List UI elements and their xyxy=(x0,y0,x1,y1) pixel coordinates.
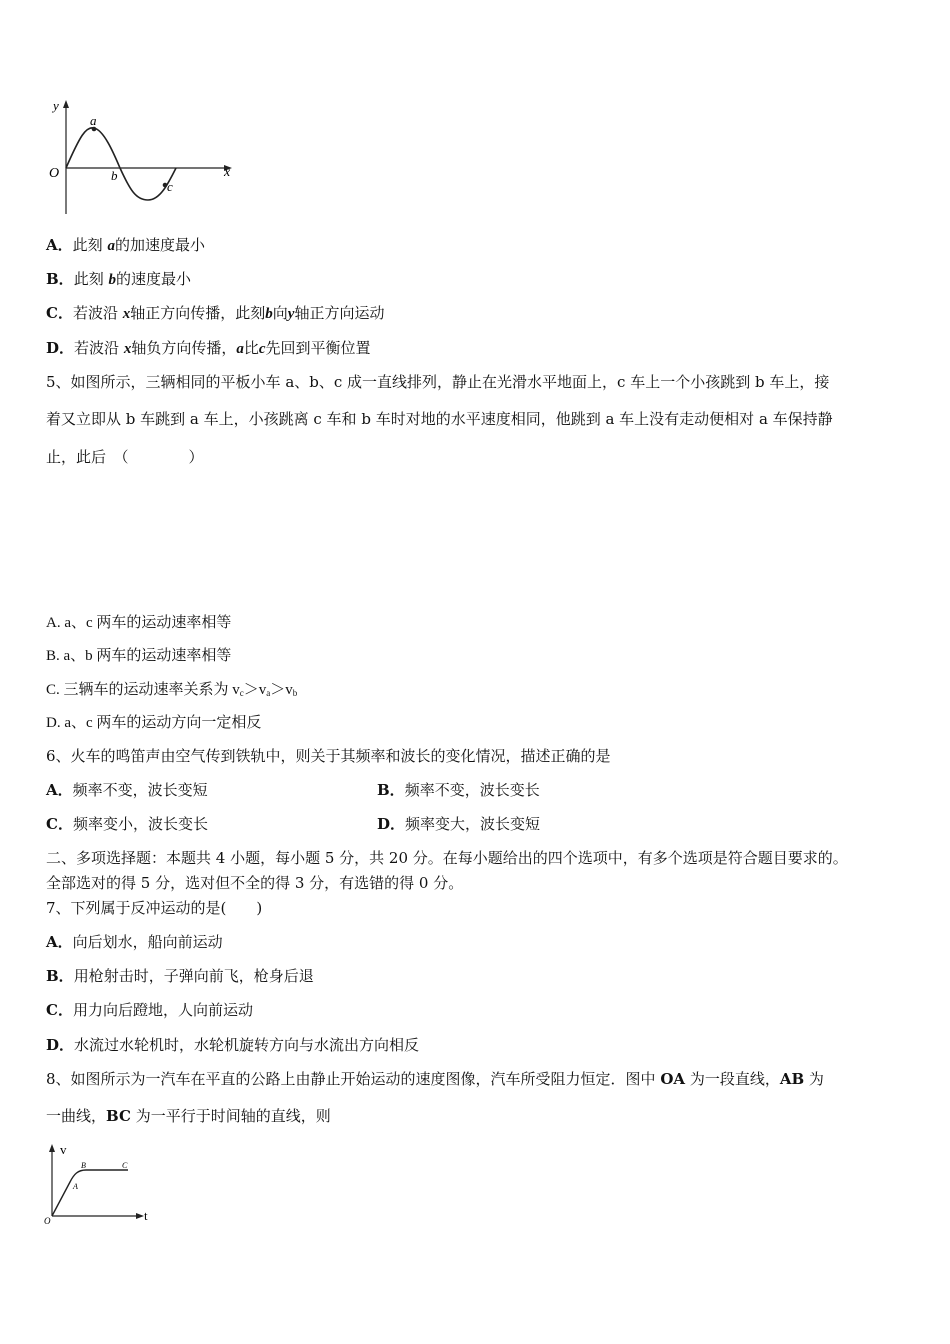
q7-option-d: D．水流过水轮机时，水轮机旋转方向与水流出方向相反 xyxy=(46,1036,420,1054)
q5-option-a: A. a、c 两车的运动速率相等 xyxy=(46,615,232,631)
section2-heading-line2: 全部选对的得 5 分，选对但不全的得 3 分，有选错的得 0 分。 xyxy=(46,874,464,892)
q6-option-c: C．频率变小，波长变长 xyxy=(46,815,208,833)
label-b: b xyxy=(111,168,118,183)
y-axis-label: y xyxy=(53,98,59,113)
q7-option-b: B．用枪射击时，子弹向前飞，枪身后退 xyxy=(46,967,314,985)
section2-heading-line1: 二、多项选择题：本题共 4 小题，每小题 5 分，共 20 分。在每小题给出的四个选项中，有多个选项是符合题目要求的。 xyxy=(46,849,848,867)
label-c: c xyxy=(167,179,173,194)
q8-stem-line1: 8、如图所示为一汽车在平直的公路上由静止开始运动的速度图像，汽车所受阻力恒定．图中 OA 为一段直线，AB 为 xyxy=(46,1070,824,1088)
v-axis-label: v xyxy=(60,1142,67,1157)
label-a: a xyxy=(90,113,97,128)
label-A: A xyxy=(73,1182,78,1191)
q4-option-d: D．若波沿 x轴负方向传播，a比c先回到平衡位置 xyxy=(46,339,371,357)
velocity-curve xyxy=(52,1170,128,1216)
origin-label: O xyxy=(44,1216,51,1226)
wave-graph-figure xyxy=(44,96,244,214)
wave-curve xyxy=(66,128,176,200)
q7-option-a: A．向后划水，船向前运动 xyxy=(46,933,223,951)
t-axis-label: t xyxy=(144,1208,148,1223)
q8-stem-line2: 一曲线，BC 为一平行于时间轴的直线，则 xyxy=(46,1107,331,1125)
x-axis-label: x xyxy=(224,165,231,180)
q6-option-a: A．频率不变，波长变短 xyxy=(46,781,208,799)
q6-option-b: B．频率不变，波长变长 xyxy=(377,781,540,799)
q5-stem-line1: 5、如图所示，三辆相同的平板小车 a、b、c 成一直线排列，静止在光滑水平地面上，c 车上一个小孩跳到 b 车上，接 xyxy=(46,373,830,391)
q4-option-b: B．此刻 b的速度最小 xyxy=(46,270,191,288)
label-B: B xyxy=(81,1161,86,1170)
q7-option-c: C．用力向后蹬地，人向前运动 xyxy=(46,1001,253,1019)
q5-option-c: C. 三辆车的运动速率关系为 $v_c>v_a>v_b$ xyxy=(46,682,298,698)
q6-option-d: D．频率变大，波长变短 xyxy=(377,815,541,833)
q7-stem: 7、下列属于反冲运动的是( ) xyxy=(46,899,263,917)
label-C: C xyxy=(122,1161,128,1170)
q4-option-a: A．此刻 a的加速度最小 xyxy=(46,236,205,254)
q5-option-d: D. a、c 两车的运动方向一定相反 xyxy=(46,715,262,731)
q5-stem-line3: 止，此后 （ ） xyxy=(46,448,204,466)
q5-option-b: B. a、b 两车的运动速率相等 xyxy=(46,648,232,664)
origin-label: O xyxy=(49,166,60,181)
velocity-time-graph-figure xyxy=(40,1140,160,1226)
q5-stem-line2: 着又立即从 b 车跳到 a 车上，小孩跳离 c 车和 b 车时对地的水平速度相同，他跳到 a 车上没有走动便相对 a 车保持静 xyxy=(46,410,833,428)
q6-stem: 6、火车的鸣笛声由空气传到铁轨中，则关于其频率和波长的变化情况，描述正确的是 xyxy=(46,747,611,765)
q4-option-c: C．若波沿 x轴正方向传播，此刻b向y轴正方向运动 xyxy=(46,304,385,322)
